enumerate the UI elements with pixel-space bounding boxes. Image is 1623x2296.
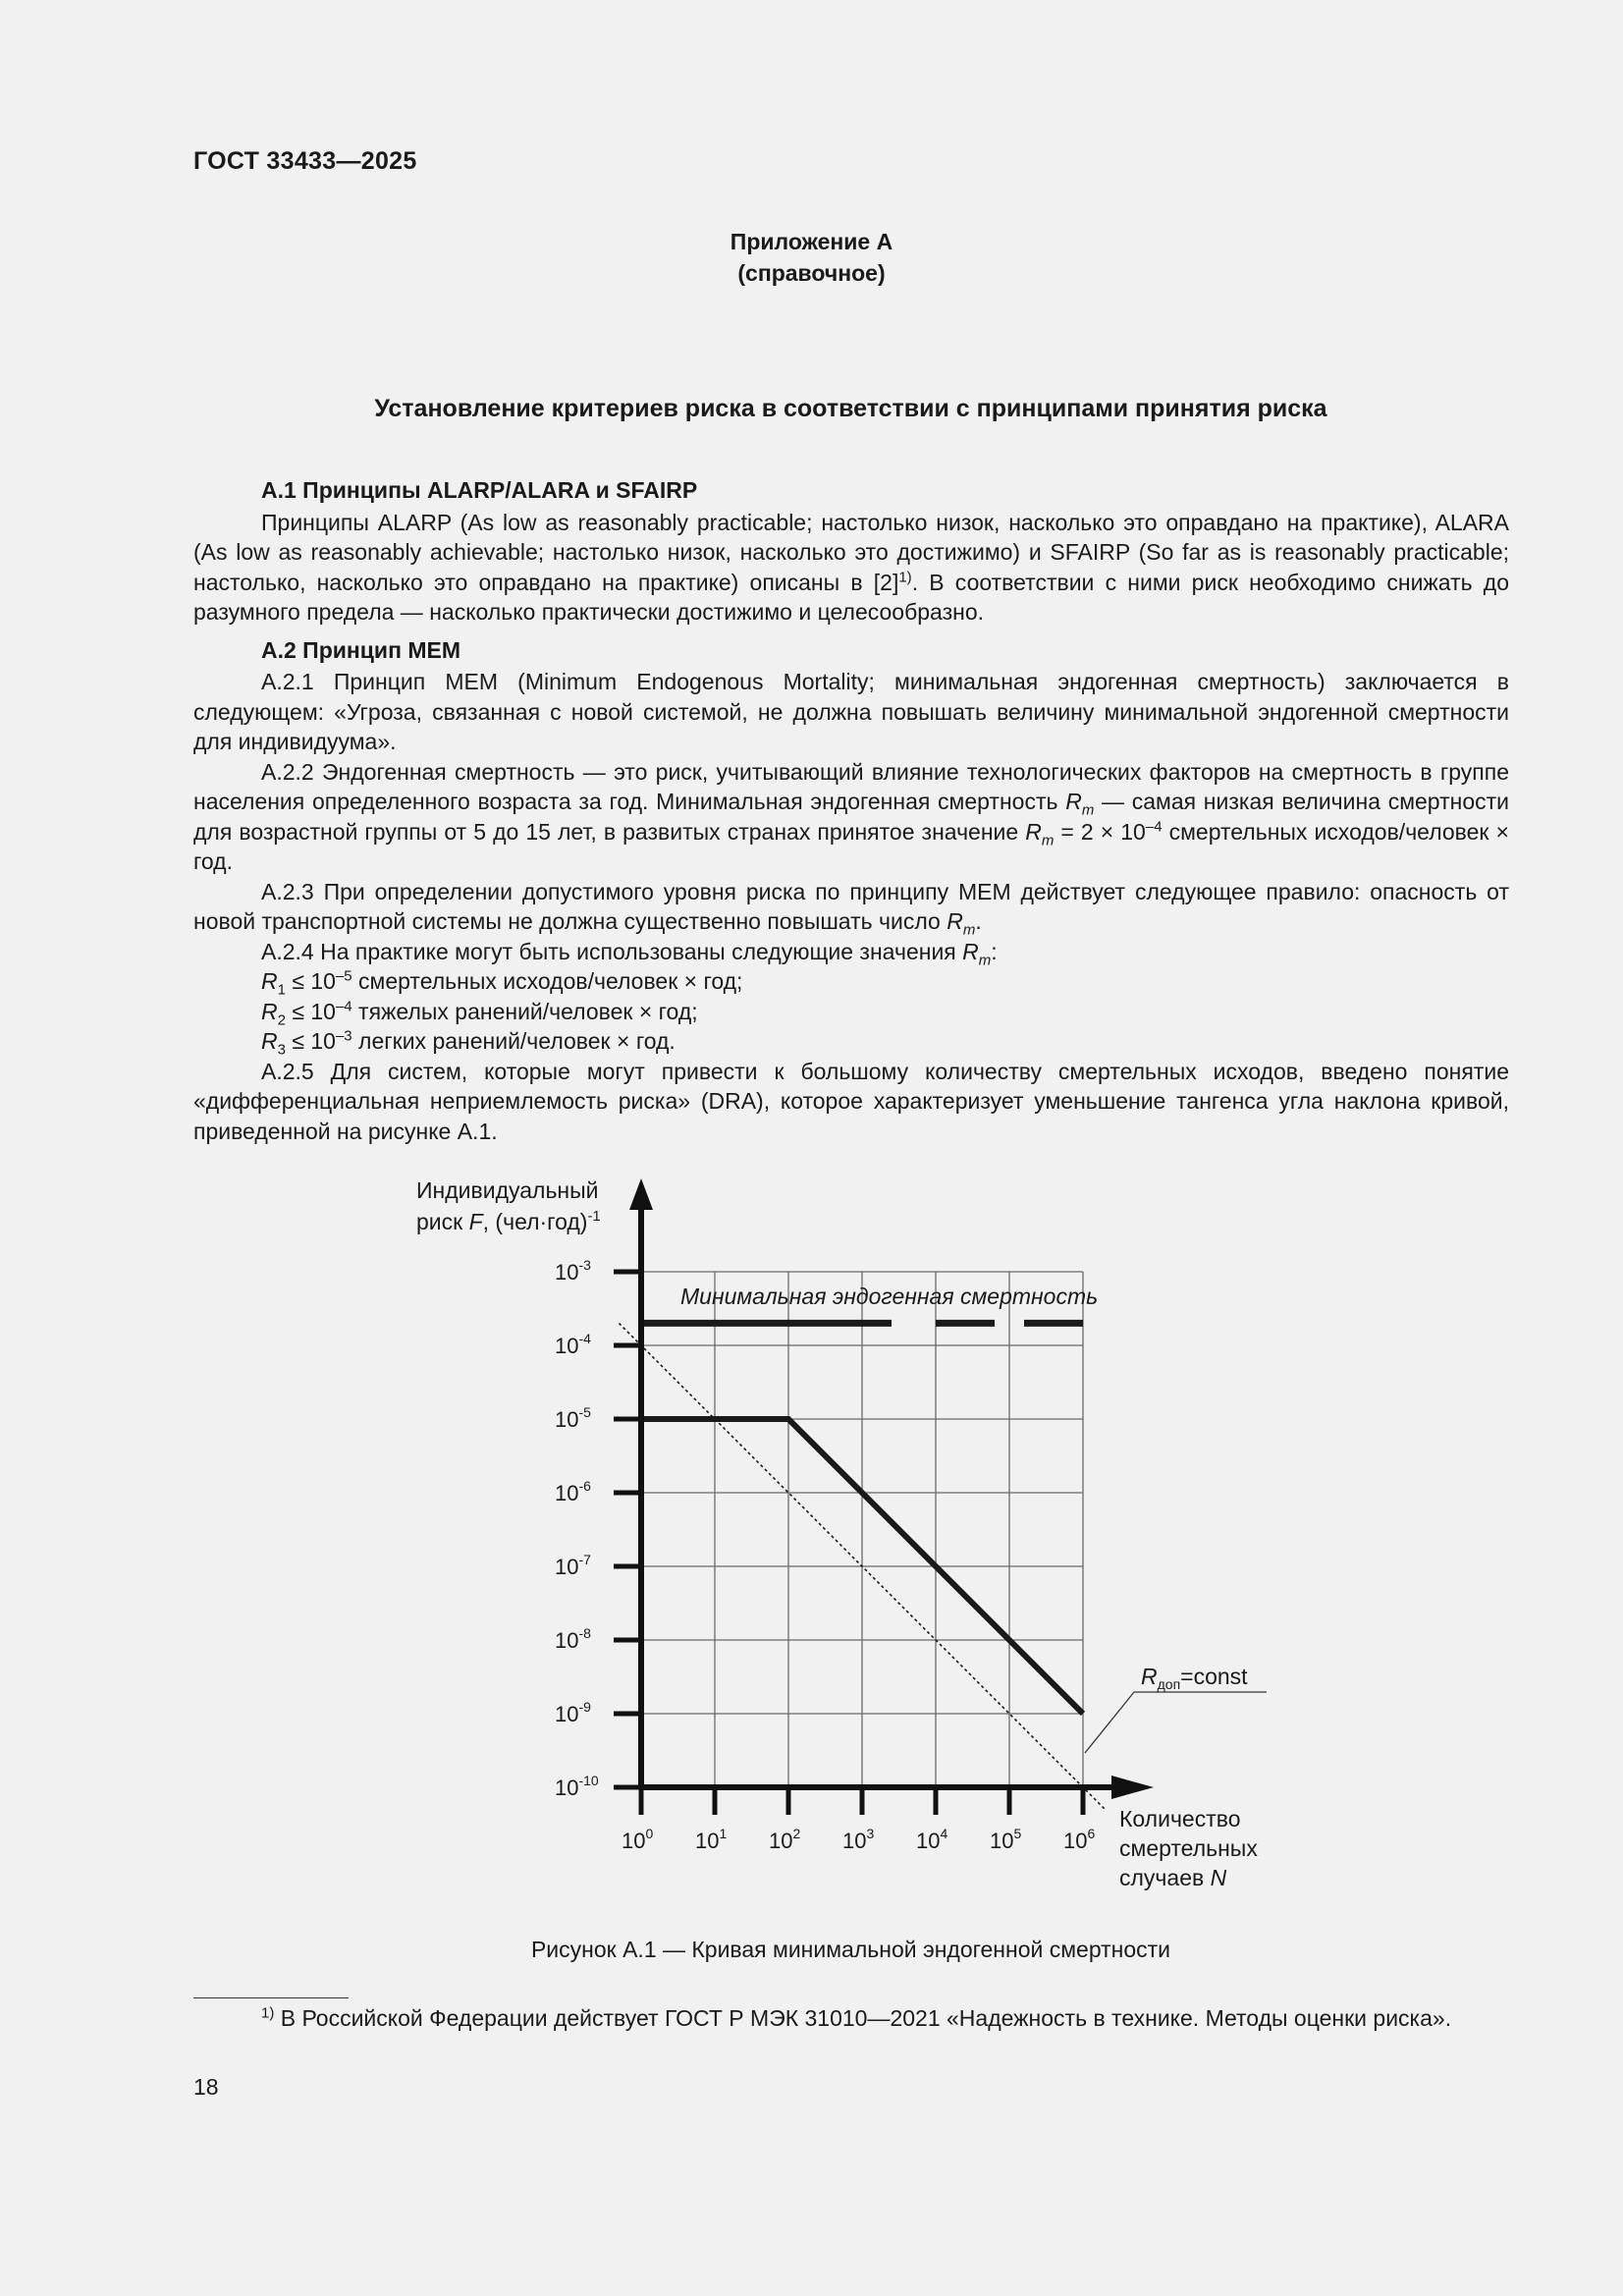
a2-3-end: . [975, 908, 982, 934]
annex-heading [0, 226, 1623, 289]
rdop-label: $R_{доп}=const$ [1141, 1664, 1248, 1692]
rm-subscript: m [1081, 801, 1095, 819]
y-tick-label: $10^{-6}$ [555, 1478, 591, 1505]
x-tick-label: $10^3$ [842, 1826, 875, 1853]
page-number: 18 [193, 2074, 219, 2100]
y-tick-label: $10^{-5}$ [555, 1404, 591, 1432]
r1-symbol: R [261, 968, 278, 994]
mem-label: Минимальная эндогенная смертность [680, 1284, 1099, 1309]
a1-text-cont: . В соответствии с ними риск необходимо снижать до разумного предела — насколько практически достижимо и целесообразно. [193, 569, 1510, 625]
annex-title: Приложение А [730, 229, 893, 254]
a1-text: Принципы ALARP (As low as reasonably practicable; настолько низок, насколько это оправдано на практике), ALARA (As low as reasonably achievable; настолько низок, насколько это достижимо) и SFAIRP (So far as is reasonably practicable; настолько, насколько это оправдано на практике) описаны в [2] [193, 509, 1509, 595]
r3-line [193, 1026, 1509, 1057]
footnote-mark: 1) [261, 2004, 275, 2022]
a2-2-text: А.2.2 Эндогенная смертность — это риск, учитывающий влияние технологических факторов на смертность в группе населения определенного возраста за год. Минимальная эндогенная смертность [193, 758, 1509, 814]
rdop-leader-line [1085, 1692, 1134, 1753]
x-axis-label-line1: Количество [1119, 1806, 1241, 1831]
figure-a1 [383, 1169, 1306, 1915]
r2-symbol: R [261, 998, 278, 1024]
a1-heading: А.1 Принципы ALARP/ALARA и SFAIRP [261, 477, 698, 503]
a2-1-paragraph: А.2.1 Принцип МЕМ (Minimum Endogenous Mortality; минимальная эндогенная смертность) заключается в следующем: «Угроза, связанная с новой системой, не должна повышать величину минимальной эндогенной смертности для индивидуума». [193, 669, 1509, 754]
x-tick-label: $10^6$ [1063, 1826, 1096, 1853]
chart-ticks [555, 1257, 1095, 1853]
x-tick-label: $10^1$ [695, 1826, 728, 1853]
a2-2-paragraph [193, 757, 1509, 877]
footnote-body: В Российской Федерации действует ГОСТ Р МЭК 31010—2021 «Надежность в технике. Методы оценки риска». [274, 2005, 1452, 2031]
a2-heading: А.2 Принцип МЕМ [261, 636, 461, 663]
r2-value: ≤ 10 [285, 998, 336, 1024]
r2-line [193, 997, 1509, 1027]
footnote-text [193, 2003, 1509, 2034]
rm-subscript: m [1041, 832, 1055, 849]
rm-symbol: R [1025, 818, 1042, 845]
y-tick-label: $10^{-10}$ [555, 1773, 599, 1800]
a2-5-paragraph: А.2.5 Для систем, которые могут привести к большому количеству смертельных исходов, введено понятие «дифференциальная неприемлемость риска» (DRA), которое характеризует уменьшение тангенса угла наклона кривой, приведенной на рисунке А.1. [193, 1058, 1509, 1144]
rm-subscript: m [978, 952, 992, 969]
a2-4-text: А.2.4 На практике могут быть использованы следующие значения [261, 938, 963, 964]
y-tick-label: $10^{-7}$ [555, 1552, 591, 1579]
y-axis-label-line1: Индивидуальный [416, 1177, 599, 1203]
r3-symbol: R [261, 1028, 278, 1054]
document-code-header: ГОСТ 33433—2025 [193, 147, 417, 175]
chart-grid [641, 1272, 1083, 1787]
rm-subscript: m [962, 921, 976, 939]
r1-exponent: –5 [335, 967, 352, 985]
r1-value: ≤ 10 [285, 968, 336, 994]
a2-4-end: : [991, 938, 998, 964]
y-axis-label-line2: риск F, $(чел\cdot год)^{-1}$ [416, 1208, 601, 1234]
r3-unit: легких ранений/человек × год. [352, 1028, 676, 1054]
annex-body [193, 469, 1509, 1146]
x-tick-label: $10^2$ [769, 1826, 801, 1853]
y-tick-label: $10^{-8}$ [555, 1625, 591, 1653]
footnote-divider [193, 1997, 349, 1998]
x-tick-label: $10^0$ [622, 1826, 654, 1853]
a1-paragraph [193, 508, 1509, 628]
figure-caption: Рисунок А.1 — Кривая минимальной эндогенной смертности [530, 1937, 1171, 1962]
mem-chart [383, 1169, 1306, 1915]
x-tick-label: $10^5$ [990, 1826, 1022, 1853]
x-axis-arrow [1111, 1776, 1154, 1799]
section-title: Установление критериев риска в соответствии с принципами принятия риска [374, 395, 1327, 422]
x-axis-label-line2: смертельных [1119, 1835, 1258, 1861]
r1-unit: смертельных исходов/человек × год; [352, 968, 743, 994]
r3-exponent: –3 [335, 1027, 352, 1045]
a2-3-paragraph [193, 877, 1509, 937]
a2-2-text-cont: — самая низкая величина смертности для возрастной группы от 5 до 15 лет, в развитых странах принятое значение [193, 789, 1509, 845]
rm-symbol: R [947, 908, 963, 934]
footnote [193, 2003, 1509, 2034]
rm-value: = 2 × 10 [1054, 818, 1146, 845]
rm-unit: смертельных исходов/человек × год. [193, 818, 1509, 874]
x-axis-label-line3: случаев N [1119, 1865, 1227, 1890]
a2-3-text: А.2.3 При определении допустимого уровня риска по принципу МЕМ действует следующее правило: опасность от новой транспортной системы не должна существенно повышать число [193, 878, 1509, 934]
y-tick-label: $10^{-4}$ [555, 1331, 591, 1358]
rm-exponent: –4 [1145, 817, 1163, 835]
r3-subscript: 3 [277, 1041, 286, 1059]
rm-symbol: R [962, 938, 979, 964]
a2-4-paragraph [193, 937, 1509, 967]
r2-exponent: –4 [335, 997, 352, 1014]
footnote-reference: 1) [898, 568, 912, 585]
y-tick-label: $10^{-9}$ [555, 1699, 591, 1726]
x-tick-label: $10^4$ [916, 1826, 948, 1853]
r2-unit: тяжелых ранений/человек × год; [352, 998, 698, 1024]
r3-value: ≤ 10 [285, 1028, 336, 1054]
rm-symbol: R [1065, 789, 1082, 814]
r1-line [193, 966, 1509, 997]
y-axis-arrow [629, 1178, 653, 1210]
r2-subscript: 2 [277, 1011, 286, 1029]
r1-subscript: 1 [277, 981, 286, 999]
annex-subtitle: (справочное) [737, 260, 886, 286]
y-tick-label: $10^{-3}$ [555, 1257, 591, 1285]
